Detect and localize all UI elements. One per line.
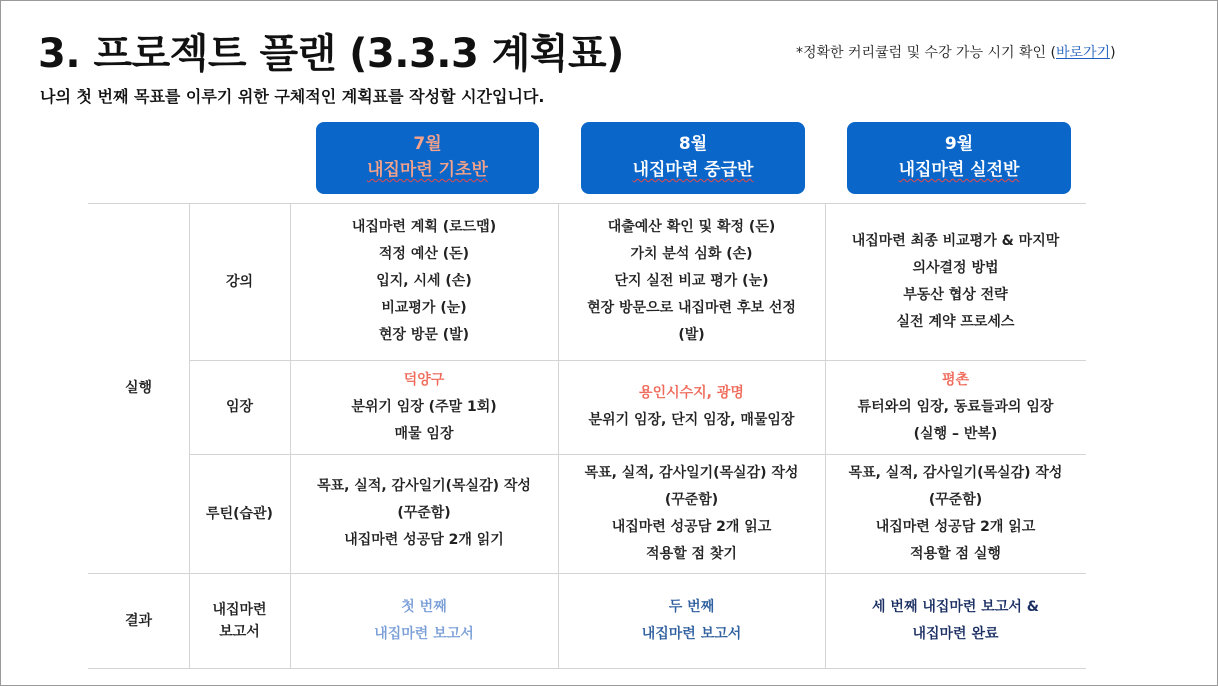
routine-cell-july bbox=[290, 454, 558, 573]
month-header-july bbox=[316, 122, 539, 194]
imjang-item: 튜터와의 임장, 동료들과의 임장 bbox=[857, 398, 1054, 415]
lecture-item: 내집마련 계획 (로드맵) bbox=[351, 219, 497, 235]
lecture-item: 실전 계약 프로세스 bbox=[896, 313, 1015, 330]
month-label: 7월 bbox=[413, 134, 442, 154]
routine-item: 내집마련 성공담 2개 읽기 bbox=[344, 532, 504, 548]
routine-item: 적용할 점 실행 bbox=[910, 545, 1001, 562]
month-label: 9월 bbox=[944, 134, 974, 154]
lecture-item: 내집마련 최종 비교평가 & 마지막 bbox=[851, 232, 1060, 249]
imjang-item: (실행 – 반복) bbox=[913, 425, 998, 442]
lecture-item: 가치 분석 심화 (손) bbox=[630, 246, 753, 262]
month-label: 8월 bbox=[678, 134, 708, 154]
lecture-item: 대출예산 확인 및 확정 (돈) bbox=[607, 219, 776, 235]
imjang-place: 용인시수지, 광명 bbox=[639, 385, 744, 401]
imjang-item: 분위기 임장 (주말 1회) bbox=[351, 398, 497, 415]
row-label: 강의 bbox=[225, 273, 254, 290]
table-bottom-border bbox=[88, 668, 1086, 669]
routine-item: (꾸준함) bbox=[928, 491, 983, 508]
row-label-routine bbox=[189, 454, 290, 573]
note-suffix: ) bbox=[1110, 45, 1116, 61]
curriculum-note bbox=[796, 42, 1116, 62]
report-item: 내집마련 보고서 bbox=[374, 625, 474, 642]
row-label-imjang bbox=[189, 360, 290, 454]
lecture-cell-september bbox=[825, 203, 1086, 360]
routine-cell-august bbox=[558, 454, 825, 573]
report-item: 첫 번째 bbox=[401, 598, 447, 615]
report-cell-july bbox=[290, 573, 558, 668]
page-title: 3. 프로젝트 플랜 (3.3.3 계획표) bbox=[38, 31, 624, 77]
row-group-result bbox=[88, 573, 189, 668]
page-subtitle: 나의 첫 번째 목표를 이루기 위한 구체적인 계획표를 작성할 시간입니다. bbox=[40, 87, 545, 106]
imjang-item: 매물 임장 bbox=[394, 425, 454, 442]
imjang-cell-september bbox=[825, 360, 1086, 454]
routine-cell-september bbox=[825, 454, 1086, 573]
routine-item: 목표, 실적, 감사일기(목실감) 작성 bbox=[584, 464, 799, 481]
report-item: 내집마련 보고서 bbox=[641, 625, 742, 642]
lecture-item: (발) bbox=[678, 327, 705, 343]
imjang-cell-july bbox=[290, 360, 558, 454]
routine-item: 목표, 실적, 감사일기(목실감) 작성 bbox=[848, 464, 1063, 481]
routine-item: (꾸준함) bbox=[397, 505, 451, 521]
imjang-place: 평촌 bbox=[941, 371, 970, 388]
course-name: 내집마련 기초반 bbox=[367, 160, 488, 180]
report-cell-september bbox=[825, 573, 1086, 668]
row-group-label: 실행 bbox=[124, 380, 153, 396]
routine-item: 적용할 점 찾기 bbox=[646, 545, 737, 562]
imjang-place: 덕양구 bbox=[403, 371, 445, 388]
row-group-execution bbox=[88, 203, 189, 573]
lecture-item: 단지 실전 비교 평가 (눈) bbox=[614, 273, 769, 289]
imjang-item: 분위기 임장, 단지 임장, 매물임장 bbox=[588, 412, 795, 428]
routine-item: (꾸준함) bbox=[664, 491, 719, 508]
report-item: 두 번째 bbox=[668, 598, 715, 615]
row-label: 루틴(습관) bbox=[206, 505, 273, 522]
report-item: 내집마련 완료 bbox=[912, 625, 999, 642]
note-prefix: *정확한 커리큘럼 및 수강 가능 시기 확인 ( bbox=[796, 45, 1056, 61]
row-label-report bbox=[189, 573, 290, 668]
routine-item: 내집마련 성공담 2개 읽고 bbox=[875, 518, 1036, 535]
routine-item: 목표, 실적, 감사일기(목실감) 작성 bbox=[317, 478, 531, 494]
month-header-august bbox=[581, 122, 805, 194]
report-cell-august bbox=[558, 573, 825, 668]
imjang-cell-august bbox=[558, 360, 825, 454]
lecture-item: 의사결정 방법 bbox=[912, 259, 999, 276]
course-name: 내집마련 중급반 bbox=[632, 160, 754, 180]
row-label-line: 보고서 bbox=[219, 623, 260, 640]
lecture-item: 적정 예산 (돈) bbox=[378, 246, 470, 262]
lecture-item: 입지, 시세 (손) bbox=[376, 273, 472, 289]
shortcut-link[interactable]: 바로가기 bbox=[1056, 45, 1111, 61]
lecture-item: 부동산 협상 전략 bbox=[903, 286, 1008, 303]
lecture-cell-august bbox=[558, 203, 825, 360]
routine-item: 내집마련 성공담 2개 읽고 bbox=[611, 518, 772, 535]
lecture-item: 현장 방문으로 내집마련 후보 선정 bbox=[587, 300, 796, 316]
lecture-cell-july bbox=[290, 203, 558, 360]
row-label: 임장 bbox=[225, 399, 254, 415]
month-header-september bbox=[847, 122, 1071, 194]
report-item: 세 번째 내집마련 보고서 & bbox=[872, 598, 1039, 615]
lecture-item: 비교평가 (눈) bbox=[381, 300, 467, 316]
course-name: 내집마련 실전반 bbox=[898, 160, 1020, 180]
row-label-lecture bbox=[189, 203, 290, 360]
row-group-label: 결과 bbox=[124, 612, 153, 629]
row-label-line: 내집마련 bbox=[212, 601, 267, 618]
lecture-item: 현장 방문 (발) bbox=[378, 327, 470, 343]
